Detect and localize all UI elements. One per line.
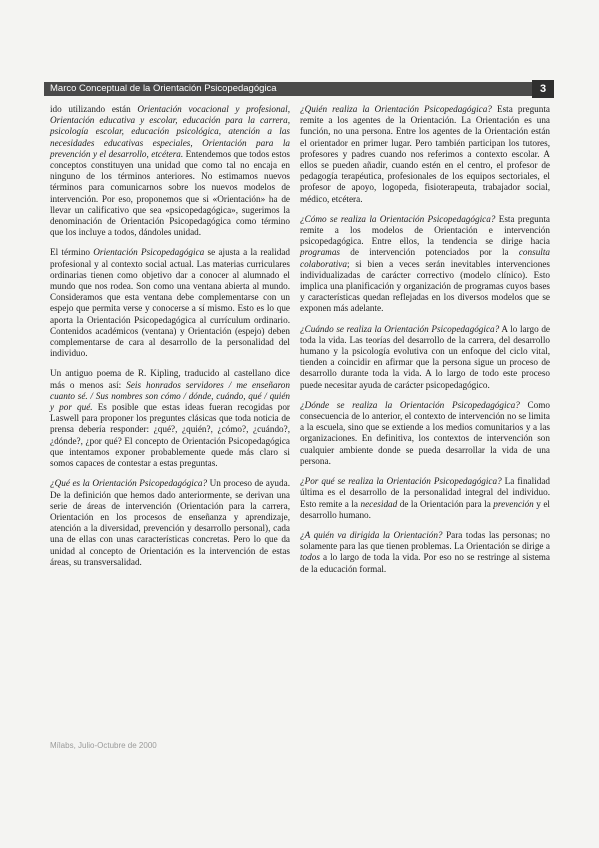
paragraph: El término Orientación Psicopedagógica se ajusta a la realidad profesional y al contexto social actual. Las materias curriculares ordinarias tienen como objetivo dar a conocer al alumnado el mundo que nos rodea. Son como una ventana abierta al mundo. Consideramos que esta ventana debe complementarse con un espejo que permita verse y conocerse a sí mismo. Esto es lo que aporta la Orientación Psicopedagógica al currículum ordinario. Contenidos académicos (ventana) y Orientación (espejo) deben complementarse de cara al desarrollo de la personalidad del individuo. [50,247,290,359]
paragraph: Un antiguo poema de R. Kipling, traducido al castellano dice más o menos así: Seis honrados servidores / me enseñaron cuanto sé. / Sus nombres son cómo / dónde, cuándo, qué / quién y por qué. Es posible que estas ideas fueran recogidas por Laswell para proponer los preguntes clásicas que toda noticia de prensa debería responder: ¿qué?, ¿quién?, ¿cómo?, ¿cuándo?, ¿dónde?, ¿por qué? El concepto de Orientación Psicopedagógica que intentamos exponer probablemente quede más claro si somos capaces de contestar a estas preguntas. [50,368,290,469]
paragraph: ¿Qué es la Orientación Psicopedagógica? Un proceso de ayuda. De la definición que hemos dado anteriormente, se derivan una serie de áreas de intervención (Orientación para la carrera, Orientación en los procesos de enseñanza y aprendizaje, atención a la diversidad, prevención y desarrollo personal), cada una de ellas con unas características concretas. Pero lo que da unidad al concepto de Orientación es la intervención de estas áreas, su transversalidad. [50,478,290,567]
right-column [300,104,550,584]
paragraph: ¿Dónde se realiza la Orientación Psicopedagógica? Como consecuencia de lo anterior, el contexto de intervención no se limita a la escuela, sino que se extiende a los medios comunitarios y a las organizaciones. En definitiva, los contextos de intervención son cualquier ambiente donde se pueda desarrollar la vida de una persona. [300,399,550,466]
page-footer: Mílabs, Julio-Octubre de 2000 [50,741,157,750]
running-header [44,82,554,96]
paragraph: ¿Quién realiza la Orientación Psicopedagógica? Esta pregunta remite a los agentes de la Orientación. La Orientación es una función, no una persona. Entre los agentes de la Orientación están el orientador en primer lugar. Pero también participan los tutores, profesores y padres cuando nos referimos a contexto escolar. A ellos se pueden añadir, cuando estén en el centro, el profesor de pedagogía terapéutica, profesionales de los equipos sectoriales, el profesor de apoyo, logopeda, fisioterapeuta, trabajador social, médico, etcétera. [300,104,550,204]
header-title: Marco Conceptual de la Orientación Psicopedagógica [50,83,277,94]
left-column [50,104,290,577]
page-number: 3 [532,80,554,98]
paragraph: ¿Cómo se realiza la Orientación Psicopedagógica? Esta pregunta remite a los modelos de Orientación e intervención psicopedagógica. Entre ellos, la tendencia se dirige hacia programas de intervención potenciados por la consulta colaborativa; si bien a veces serán inevitables intervenciones individualizadas de carácter correctivo (modelo clínico). Esto implica una planificación y organización de programas cuyos bases y características quedan reflejadas en los diversos modelos que se exponen más adelante. [300,213,550,314]
paragraph: ¿A quién va dirigida la Orientación? Para todas las personas; no solamente para las que tienen problemas. La Orientación se dirige a todos a lo largo de toda la vida. Por eso no se restringe al sistema de la educación formal. [300,529,550,574]
paragraph: ido utilizando están Orientación vocacional y profesional, Orientación educativa y escolar, educación para la carrera, psicología escolar, educación psicológica, atención a las necesidades educativas especiales, Orientación para la prevención y el desarrollo, etcétera. Entendemos que todos estos conceptos constituyen una unidad que como tal no encaja en ninguno de los términos anteriores. No estimamos nuevos términos para comunicarnos sobre los nuevos modelos de intervención. Por eso, proponemos que si «Orientación» ha de llevar un calificativo que sea «psicopedagógica», sugerimos la denominación de Orientación Psicopedagógica como término que los incluye a todos, dándoles unidad. [50,104,290,238]
paragraph: ¿Cuándo se realiza la Orientación Psicopedagógica? A lo largo de toda la vida. Las teorías del desarrollo de la carrera, del desarrollo humano y la psicología evolutiva con un enfoque del ciclo vital, tienden a coincidir en afirmar que la persona sigue un proceso de desarrollo durante toda la vida. A lo largo de todo este proceso puede necesitar ayuda de carácter psicopedagógico. [300,323,550,390]
paragraph: ¿Por qué se realiza la Orientación Psicopedagógica? La finalidad última es el desarrollo de la personalidad integral del individuo. Esto remite a la necesidad de la Orientación para la prevención y el desarrollo humano. [300,476,550,520]
